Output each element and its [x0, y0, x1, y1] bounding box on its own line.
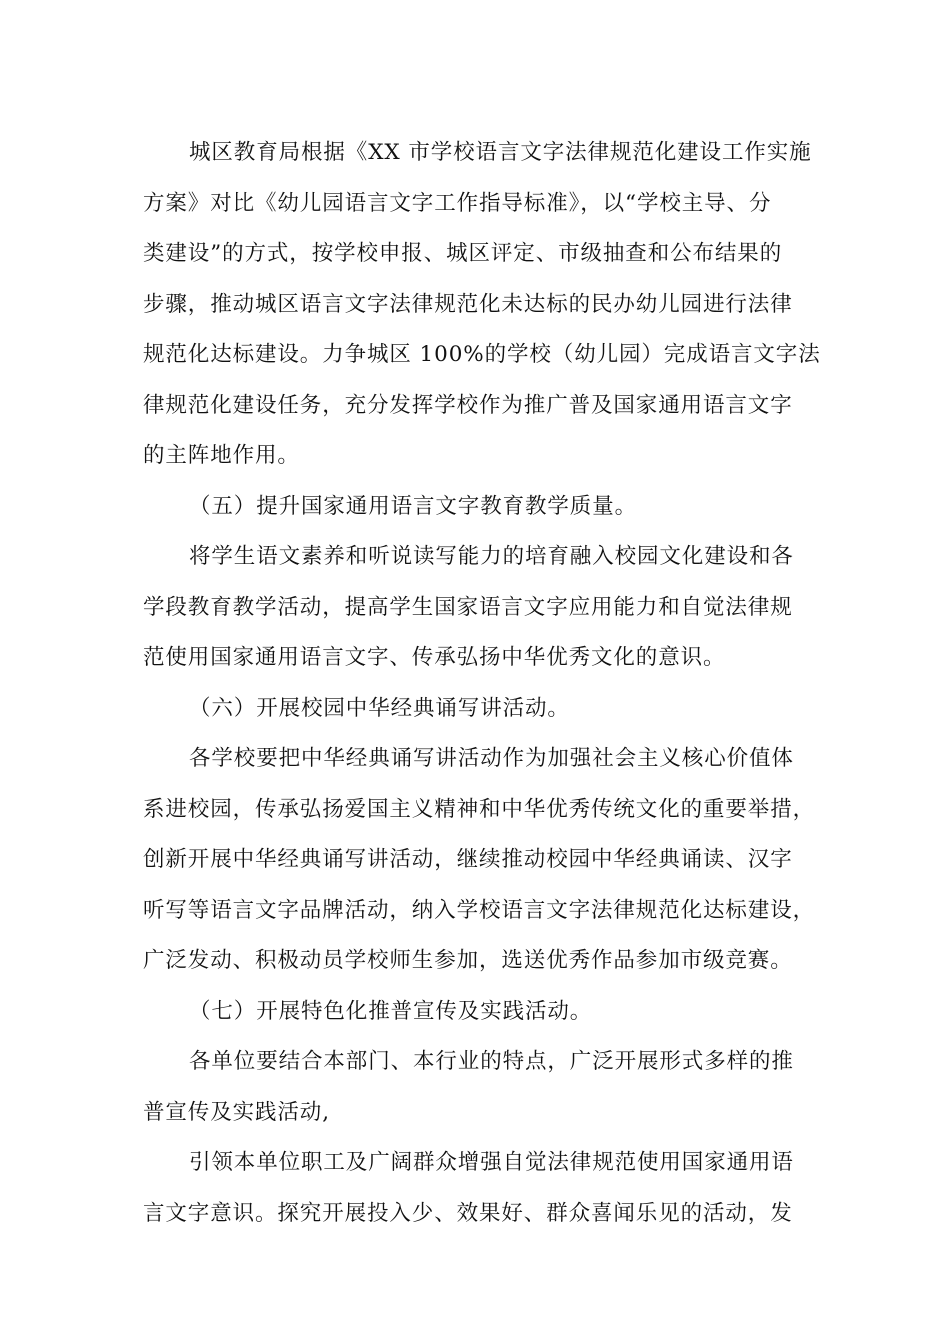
text-line: 方案》对比《幼儿园语言文字工作指导标准》，以“学校主导、分 [143, 190, 772, 216]
text-line: 的主阵地作用。 [143, 443, 300, 468]
section-heading: （五）提升国家通用语言文字教育教学质量。 [189, 493, 638, 519]
text-line: 将学生语文素养和听说读写能力的培育融入校园文化建设和各 [189, 544, 794, 569]
text-line: 听写等语言文字品牌活动，纳入学校语言文字法律规范化达标建设， [143, 897, 816, 923]
text-line: 城区教育局根据《XX 市学校语言文字法律规范化建设工作实施 [189, 140, 812, 165]
text-line: 律规范化建设任务，充分发挥学校作为推广普及国家通用语言文字 [143, 392, 793, 418]
document-body [143, 128, 823, 1239]
section-heading: （七）开展特色化推普宣传及实践活动。 [189, 998, 593, 1024]
text-line: 普宣传及实践活动, [143, 1099, 330, 1125]
text-line: 广泛发动、积极动员学校师生参加，选送优秀作品参加市级竞赛。 [143, 948, 793, 973]
text-line: 言文字意识。探究开展投入少、效果好、群众喜闻乐见的活动，发 [143, 1200, 793, 1226]
text-line: 步骤，推动城区语言文字法律规范化未达标的民办幼儿园进行法律 [143, 291, 793, 317]
text-line: 学段教育教学活动，提高学生国家语言文字应用能力和自觉法律规 [143, 594, 793, 620]
section-heading: （六）开展校园中华经典诵写讲活动。 [189, 695, 570, 721]
text-line: 系进校园，传承弘扬爱国主义精神和中华优秀传统文化的重要举措， [143, 796, 816, 822]
text-line: 规范化达标建设。力争城区 100%的学校（幼儿园）完成语言文字法 [143, 342, 821, 367]
text-line: 各单位要结合本部门、本行业的特点，广泛开展形式多样的推 [189, 1049, 794, 1074]
text-line: 范使用国家通用语言文字、传承弘扬中华优秀文化的意识。 [143, 645, 726, 670]
text-line: 引领本单位职工及广阔群众增强自觉法律规范使用国家通用语 [189, 1150, 794, 1175]
text-line: 创新开展中华经典诵写讲活动，继续推动校园中华经典诵读、汉字 [143, 847, 793, 872]
text-line: 各学校要把中华经典诵写讲活动作为加强社会主义核心价值体 [189, 746, 794, 771]
text-line: 类建设”的方式，按学校申报、城区评定、市级抽查和公布结果的 [143, 241, 783, 266]
